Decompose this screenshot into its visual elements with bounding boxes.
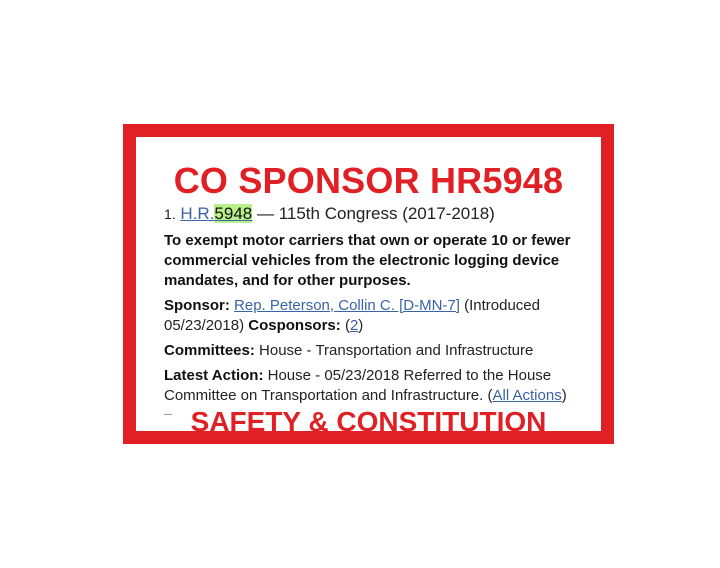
all-actions-open-paren: ( [487, 387, 493, 404]
committees-info [164, 341, 604, 361]
latest-action-value: House - 05/23/2018 Referred to the House Committee on Transportation and Infrastructure. [164, 367, 552, 404]
introduced-date: (Introduced 05/23/2018) [164, 297, 540, 334]
bill-title: To exempt motor carriers that own or operate 10 or fewer commercial vehicles from the electronic logging device mandates, and for other purposes. [164, 232, 571, 289]
sponsor-link[interactable]: Rep. Peterson, Collin C. [D-MN-7] [234, 297, 460, 314]
result-number: 1. [164, 206, 176, 222]
all-actions-close-paren: ) [561, 387, 567, 404]
page-title: CO SPONSOR HR5948 [173, 160, 564, 201]
sponsor-info [164, 296, 604, 336]
bill-link[interactable] [180, 204, 252, 223]
footer-slogan: SAFETY & CONSTITUTION [190, 406, 547, 437]
bill-result-line [164, 204, 495, 224]
cosponsors-close-paren: ) [358, 317, 364, 334]
sponsor-label: Sponsor: [164, 297, 230, 314]
bill-card [123, 124, 614, 444]
bill-number-highlight[interactable]: 5948 [214, 204, 253, 223]
cosponsors-label: Cosponsors: [248, 317, 341, 334]
cosponsors-count-link[interactable]: 2 [349, 317, 359, 334]
all-actions-link[interactable]: All Actions [492, 387, 562, 404]
latest-action-info [164, 366, 604, 406]
cosponsors-open-paren: ( [344, 317, 350, 334]
committees-label: Committees: [164, 342, 255, 359]
latest-action-label: Latest Action: [164, 367, 264, 384]
bill-prefix[interactable]: H.R. [180, 204, 215, 223]
congress-label: — 115th Congress (2017-2018) [256, 204, 495, 223]
committees-value: House - Transportation and Infrastructure [259, 342, 534, 359]
